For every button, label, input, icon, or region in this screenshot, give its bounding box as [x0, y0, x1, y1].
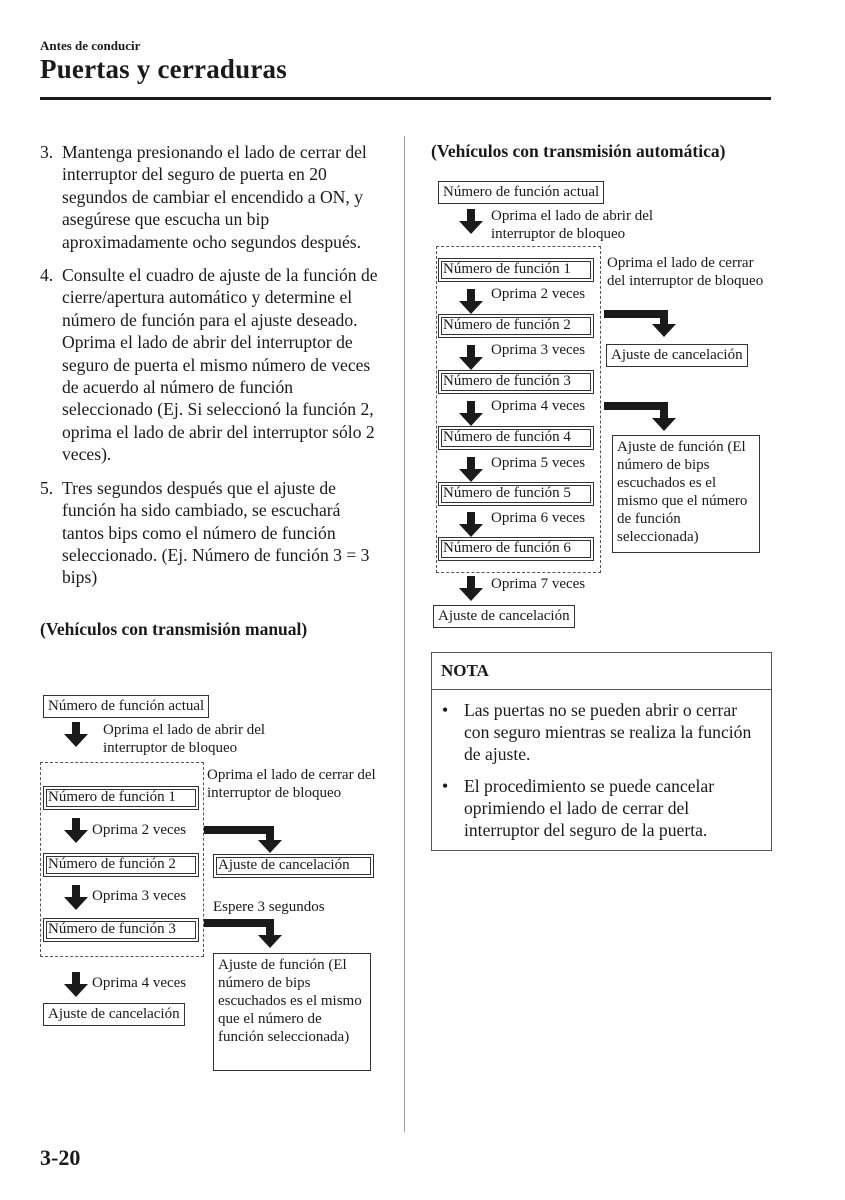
auto-press-3-label: Oprima 3 veces — [491, 342, 586, 358]
manual-function-3-box — [43, 918, 199, 942]
auto-press-2-label: Oprima 2 veces — [491, 286, 586, 302]
auto-function-1-box — [438, 258, 594, 282]
arrow-bent-icon — [604, 402, 676, 431]
auto-function-4-box — [438, 426, 594, 450]
box-label: Número de función 3 — [443, 373, 571, 389]
step-text: Consulte el cuadro de ajuste de la función de cierre/apertura automático y determine el número de función para el ajuste deseado. Oprima el lado de abrir del interruptor de seguro de puerta el mismo número de veces de acuerdo al número de función seleccionado (Ej. Si seleccionó la función 2, oprima el lado de abrir del interruptor sólo 2 veces). — [62, 265, 378, 465]
box-label: Número de función 2 — [443, 317, 571, 333]
section-label: Antes de conducir — [40, 38, 141, 53]
arrow-bent-icon — [204, 919, 282, 948]
box-label: Ajuste de cancelación — [48, 1006, 180, 1022]
step-number: 4. — [40, 265, 54, 286]
manual-press-3-label: Oprima 3 veces — [92, 888, 187, 904]
auto-function-5-box — [438, 482, 594, 506]
manual-press-4-label: Oprima 4 veces — [92, 975, 187, 991]
box-label: Número de función 2 — [48, 856, 176, 872]
box-label: Número de función 1 — [48, 789, 176, 805]
manual-press-2-label: Oprima 2 veces — [92, 822, 187, 838]
box-label: Ajuste de función (El número de bips escuchados es el mismo que el número de función seleccionada) — [218, 957, 362, 1045]
note-item — [442, 699, 764, 766]
step-number: 5. — [40, 477, 54, 498]
bullet-icon: • — [442, 700, 449, 720]
box-label: Número de función 4 — [443, 429, 571, 445]
step-text: Mantenga presionando el lado de cerrar del interruptor del seguro de puerta en 20 segundos de cambiar el encendido a ON, y asegúrese que escucha un bip aproximadamente ocho segundos después. — [62, 142, 367, 252]
auto-press-5-label: Oprima 5 veces — [491, 455, 586, 471]
bullet-icon: • — [442, 776, 449, 796]
box-label: Número de función 5 — [443, 485, 571, 501]
note-item — [442, 775, 764, 842]
manual-heading: (Vehículos con transmisión manual) — [40, 619, 308, 639]
note-text: El procedimiento se puede cancelar oprimiendo el lado de cerrar del interruptor del seguro de la puerta. — [464, 776, 715, 841]
auto-cancel-side-box — [606, 344, 748, 367]
page-title: Puertas y cerraduras — [40, 54, 287, 84]
step-number: 3. — [40, 142, 54, 162]
manual-wait-label: Espere 3 segundos — [213, 899, 325, 915]
box-label: Número de función actual — [443, 184, 600, 200]
auto-heading: (Vehículos con transmisión automática) — [431, 141, 726, 161]
manual-function-2-box — [43, 853, 199, 877]
box-label: Ajuste de cancelación — [438, 608, 570, 624]
manual-cancel-side-box — [213, 854, 374, 878]
arrow-down-icon — [459, 576, 483, 601]
arrow-bent-icon — [204, 826, 282, 853]
note-text: Las puertas no se pueden abrir o cerrar con seguro mientras se realiza la función de ajuste. — [464, 700, 752, 765]
arrow-down-icon — [459, 209, 483, 234]
box-label: Número de función 3 — [48, 921, 176, 937]
note-title: NOTA — [432, 653, 771, 690]
box-label: Ajuste de cancelación — [611, 347, 743, 363]
auto-cancel-end-box — [433, 605, 575, 628]
manual-cancel-end-box — [43, 1003, 185, 1026]
box-label: Ajuste de función (El número de bips escuchados es el mismo que el número de función seleccionada) — [617, 439, 748, 545]
box-label: Número de función actual — [48, 698, 205, 714]
auto-press-6-label: Oprima 6 veces — [491, 510, 586, 526]
auto-function-2-box — [438, 314, 594, 338]
auto-press-close-label: Oprima el lado de cerrar del interruptor de bloqueo — [607, 255, 764, 289]
arrow-down-icon — [64, 722, 88, 747]
manual-press-close-label: Oprima el lado de cerrar del interruptor de bloqueo — [207, 767, 376, 801]
arrow-down-icon — [64, 972, 88, 997]
box-label: Número de función 6 — [443, 540, 571, 556]
step-text: Tres segundos después que el ajuste de función ha sido cambiado, se escuchará tantos bips como el número de función seleccionado. (Ej. Número de función 3 = 3 bips) — [62, 477, 370, 588]
note-box — [431, 652, 772, 851]
auto-current-function-box — [438, 181, 604, 204]
auto-press-open-label: Oprima el lado de abrir del interruptor de bloqueo — [491, 208, 654, 242]
auto-function-3-box — [438, 370, 594, 394]
manual-press-open-label: Oprima el lado de abrir del interruptor de bloqueo — [103, 722, 266, 756]
manual-function-set-box — [213, 953, 371, 1071]
box-label: Número de función 1 — [443, 261, 571, 277]
auto-press-4-label: Oprima 4 veces — [491, 398, 586, 414]
manual-function-1-box — [43, 786, 199, 810]
box-label: Ajuste de cancelación — [218, 857, 350, 873]
page-number: 3-20 — [40, 1145, 81, 1170]
auto-function-6-box — [438, 537, 594, 561]
auto-function-set-box — [612, 435, 760, 553]
manual-current-function-box — [43, 695, 209, 718]
arrow-bent-icon — [604, 310, 676, 337]
auto-press-7-label: Oprima 7 veces — [491, 576, 586, 592]
